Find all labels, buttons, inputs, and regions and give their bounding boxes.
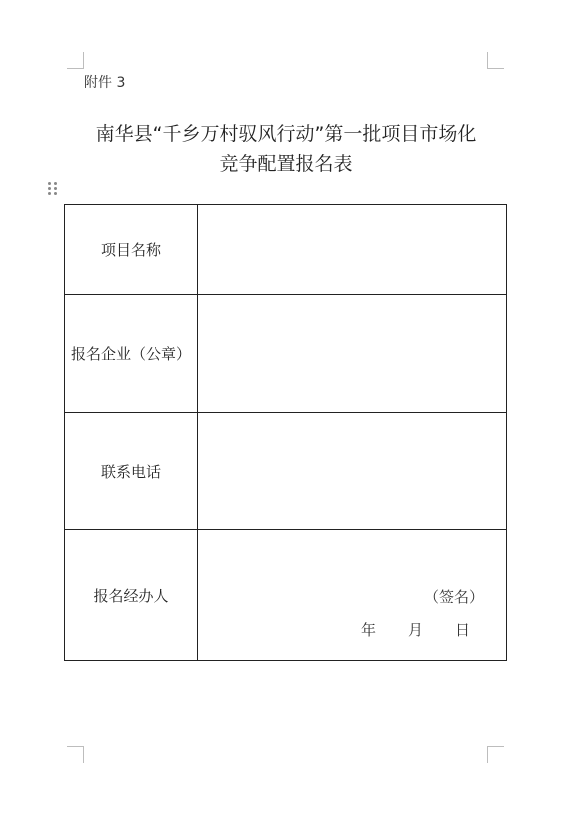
document-title-line-2: 竞争配置报名表 bbox=[219, 153, 353, 175]
company-seal-field[interactable] bbox=[198, 295, 507, 413]
signature-label: （签名） bbox=[423, 588, 484, 606]
attachment-label: 附件 3 bbox=[84, 75, 126, 91]
drag-handle-icon[interactable] bbox=[48, 182, 57, 196]
date-day-label: 日 bbox=[454, 621, 470, 639]
registrant-label: 报名经办人 bbox=[65, 530, 198, 661]
registration-form-table bbox=[64, 204, 507, 661]
table-row bbox=[65, 295, 507, 413]
date-month-label: 月 bbox=[407, 621, 423, 639]
registrant-signature-cell[interactable] bbox=[198, 530, 507, 661]
page-corner-bottom-left bbox=[67, 746, 84, 763]
contact-phone-field[interactable] bbox=[198, 413, 507, 530]
page-corner-top-left bbox=[67, 52, 84, 69]
page-corner-top-right bbox=[487, 52, 504, 69]
document-title-line-1: 南华县“千乡万村驭风行动”第一批项目市场化 bbox=[95, 123, 477, 145]
project-name-label: 项目名称 bbox=[65, 205, 198, 295]
date-line bbox=[361, 619, 470, 640]
project-name-field[interactable] bbox=[198, 205, 507, 295]
date-year-label: 年 bbox=[360, 621, 376, 639]
company-seal-label: 报名企业（公章） bbox=[65, 295, 198, 413]
table-row bbox=[65, 530, 507, 661]
contact-phone-label: 联系电话 bbox=[65, 413, 198, 530]
table-row bbox=[65, 205, 507, 295]
page-corner-bottom-right bbox=[487, 746, 504, 763]
table-row bbox=[65, 413, 507, 530]
